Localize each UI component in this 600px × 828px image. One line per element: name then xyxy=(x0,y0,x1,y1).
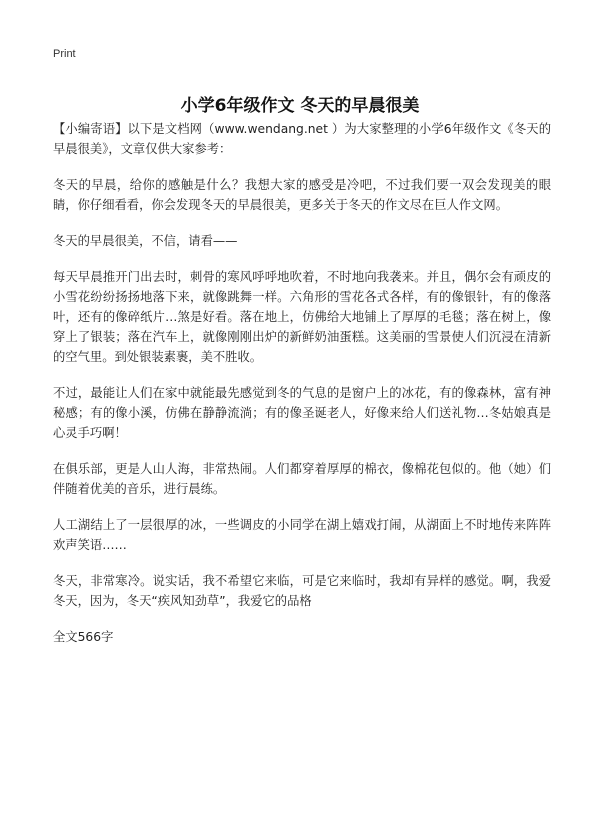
print-label: Print xyxy=(53,48,76,60)
intro-paragraph: 冬天的早晨，给你的感触是什么？我想大家的感受是冷吧，不过我们要一双会发现美的眼睛，你仔细看看，你会发现冬天的早晨很美，更多关于冬天的作文尽在巨人作文网。 xyxy=(53,178,551,212)
lake-paragraph: 人工湖结上了一层很厚的冰，一些调皮的小同学在湖上嬉戏打闹，从湖面上不时地传来阵阵欢声笑语…… xyxy=(53,518,551,552)
article-body xyxy=(53,119,551,663)
editor-note-paragraph: 【小编寄语】以下是文档网（www.wendang.net ）为大家整理的小学6年级作文《冬天的早晨很美》，文章仅供大家参考： xyxy=(53,122,551,156)
club-paragraph: 在俱乐部，更是人山人海，非常热闹。人们都穿着厚厚的棉衣，像棉花包似的。他（她）们伴随着优美的音乐，进行晨练。 xyxy=(53,462,551,496)
closing-paragraph: 冬天，非常寒冷。说实话，我不希望它来临，可是它来临时，我却有异样的感觉。啊，我爱冬天，因为，冬天“疾风知劲草”，我爱它的品格 xyxy=(53,574,551,608)
word-count: 全文566字 xyxy=(53,630,114,644)
snow-paragraph: 每天早晨推开门出去时，刺骨的寒风呼呼地吹着，不时地向我袭来。并且，偶尔会有顽皮的小雪花纷纷扬扬地落下来，就像跳舞一样。六角形的雪花各式各样，有的像银针，有的像落叶，还有的像碎纸片…煞是好看。落在地上，仿佛给大地铺上了厚厚的毛毯；落在树上，像穿上了银装；落在汽车上，就像刚刚出炉的新鲜奶油蛋糕。这美丽的雪景使人们沉浸在清新的空气里。到处银装素裹，美不胜收。 xyxy=(53,270,551,364)
lead-paragraph: 冬天的早晨很美，不信，请看—— xyxy=(53,234,238,248)
document-title: 小学6年级作文 冬天的早晨很美 xyxy=(180,96,420,117)
window-frost-paragraph: 不过，最能让人们在家中就能最先感觉到冬的气息的是窗户上的冰花，有的像森林，富有神秘感；有的像小溪，仿佛在静静流淌；有的像圣诞老人，好像来给人们送礼物…冬姑娘真是心灵手巧啊！ xyxy=(53,386,551,440)
